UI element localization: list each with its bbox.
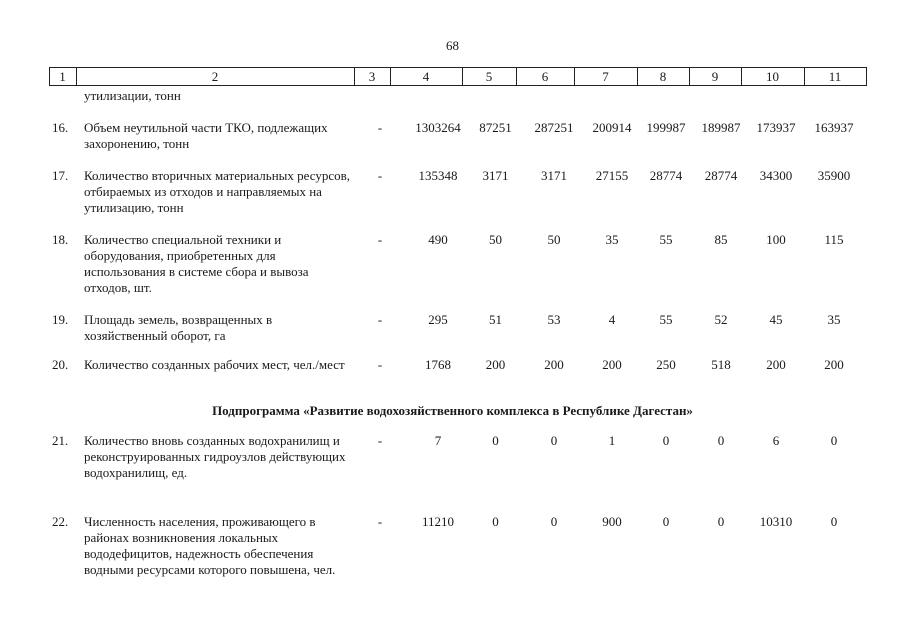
header-cell: 1 <box>59 69 66 84</box>
row-label: Количество вновь созданных водохранилищ и реконструированных гидроузлов действующих водохранилищ, ед. <box>84 433 346 480</box>
cell-value: 1 <box>608 433 616 448</box>
header-cell: 2 <box>211 69 219 84</box>
header-cell: 8 <box>659 69 667 84</box>
header-cell: 4 <box>422 69 430 84</box>
header-cell: 11 <box>828 69 842 84</box>
cell-value: 163937 <box>814 120 854 135</box>
cell-value: 87251 <box>479 120 512 135</box>
row-number: 16. <box>52 120 69 135</box>
cell-value: 200 <box>485 357 506 372</box>
cell-value: 0 <box>830 433 838 448</box>
cell-value: 0 <box>662 433 670 448</box>
cell-value: 200 <box>544 357 564 372</box>
header-bottom-border <box>49 85 867 86</box>
cell-value: - <box>377 232 383 247</box>
cell-value: 490 <box>428 232 448 247</box>
cell-value: 200914 <box>592 120 632 135</box>
cell-value: 100 <box>766 232 786 247</box>
cell-value: - <box>377 168 383 183</box>
cell-value: 295 <box>428 312 448 327</box>
cell-value: 287251 <box>534 120 574 135</box>
cell-value: 51 <box>489 312 502 327</box>
cell-value: 55 <box>659 232 673 247</box>
cell-value: 250 <box>656 357 676 372</box>
header-cell: 5 <box>485 69 493 84</box>
cell-value: 518 <box>711 357 731 372</box>
cell-value: 0 <box>550 433 558 448</box>
cell-value: 53 <box>547 312 561 327</box>
cell-value: - <box>377 433 383 448</box>
row-number: 18. <box>52 232 69 247</box>
cell-value: 55 <box>659 312 673 327</box>
cell-value: 50 <box>489 232 502 247</box>
cell-value: 0 <box>550 514 558 529</box>
cell-value: 0 <box>717 514 725 529</box>
header-cell: 7 <box>602 69 609 84</box>
cell-value: 35 <box>827 312 841 327</box>
section-title: Подпрограмма «Развитие водохозяйственного комплекса в Республике Дагестан» <box>212 403 693 418</box>
header-top-border <box>49 67 867 68</box>
cell-value: 3171 <box>482 168 509 183</box>
cell-value: 115 <box>824 232 844 247</box>
cell-value: 6 <box>772 433 780 448</box>
cell-value: 0 <box>492 433 499 448</box>
page-number: 68 <box>446 38 459 53</box>
cell-value: 199987 <box>646 120 686 135</box>
cell-value: - <box>377 357 383 372</box>
cell-value: 200 <box>766 357 786 372</box>
cell-value: 4 <box>608 312 616 327</box>
cell-value: 34300 <box>759 168 793 183</box>
cell-value: 28774 <box>704 168 738 183</box>
cell-value: 10310 <box>759 514 793 529</box>
cell-value: 11210 <box>421 514 455 529</box>
header-cell: 3 <box>368 69 376 84</box>
header-cell: 10 <box>766 69 779 84</box>
cell-value: 28774 <box>649 168 683 183</box>
cell-value: 0 <box>492 514 499 529</box>
cell-value: - <box>377 514 383 529</box>
cell-value: 1768 <box>425 357 451 372</box>
cell-value: 85 <box>714 232 728 247</box>
cell-value: 200 <box>602 357 622 372</box>
row-number: 17. <box>52 168 69 183</box>
continuation-text: утилизации, тонн <box>84 88 181 103</box>
cell-value: 27155 <box>595 168 629 183</box>
cell-value: 35900 <box>817 168 851 183</box>
cell-value: 189987 <box>701 120 741 135</box>
cell-value: - <box>377 312 383 327</box>
cell-value: 0 <box>830 514 838 529</box>
row-label: Площадь земель, возвращенных в хозяйственный оборот, га <box>84 312 273 343</box>
cell-value: 7 <box>434 433 442 448</box>
cell-value: 1303264 <box>415 120 461 135</box>
row-label: Количество специальной техники и оборудования, приобретенных для использования в системе сбора и вывоза отходов, шт. <box>84 232 309 295</box>
header-cell: 9 <box>711 69 719 84</box>
row-label: Численность населения, проживающего в районах возникновения локальных вододефицитов, надежность обеспечения водными ресурсами которого повышена, чел. <box>84 514 336 577</box>
row-label: Объем неутильной части ТКО, подлежащих захоронению, тонн <box>84 120 328 151</box>
row-number: 20. <box>52 357 69 372</box>
cell-value: 900 <box>602 514 622 529</box>
header-cell: 6 <box>541 69 549 84</box>
header-divider <box>866 67 867 86</box>
row-number: 22. <box>52 514 69 529</box>
cell-value: 52 <box>714 312 728 327</box>
row-label: Количество созданных рабочих мест, чел./мест <box>84 357 345 372</box>
cell-value: - <box>377 120 383 135</box>
cell-value: 50 <box>547 232 561 247</box>
cell-value: 35 <box>605 232 619 247</box>
table-header <box>49 67 867 86</box>
row-label: Количество вторичных материальных ресурсов, отбираемых из отходов и направляемых на утилизацию, тонн <box>84 168 351 215</box>
cell-value: 45 <box>769 312 783 327</box>
cell-value: 135348 <box>418 168 458 183</box>
cell-value: 200 <box>824 357 844 372</box>
cell-value: 0 <box>662 514 670 529</box>
row-number: 21. <box>52 433 69 448</box>
cell-value: 3171 <box>541 168 567 183</box>
cell-value: 173937 <box>756 120 796 135</box>
cell-value: 0 <box>717 433 725 448</box>
row-number: 19. <box>52 312 69 327</box>
